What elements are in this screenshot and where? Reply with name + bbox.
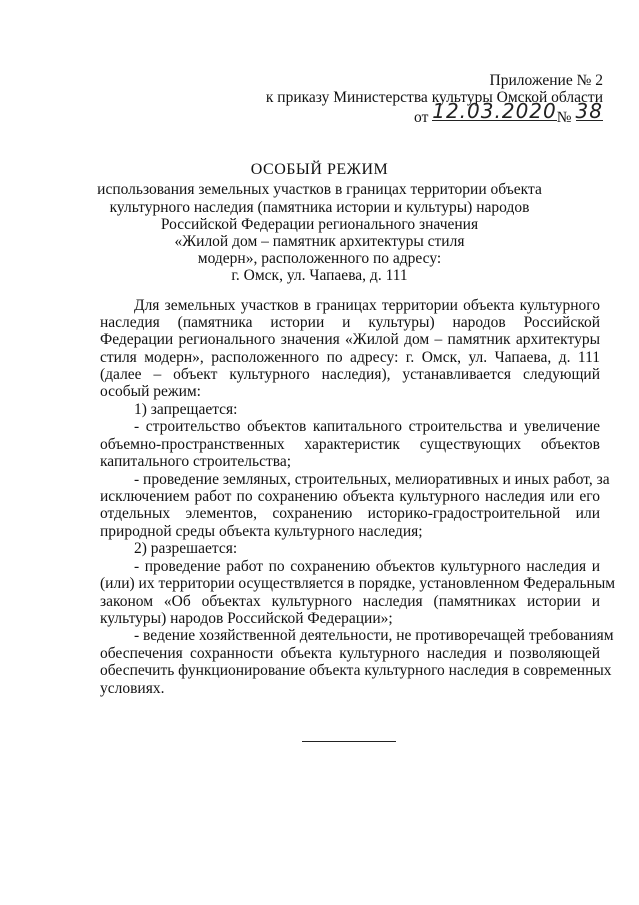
- title-line: модерн», расположенного по адресу:: [197, 250, 442, 267]
- title-line: использования земельных участков в границах территории объекта: [97, 181, 542, 198]
- body-line: обеспечения сохранности объекта культурного наследия и позволяющей: [100, 645, 600, 662]
- body-line: - проведение работ по сохранению объектов культурного наследия и: [134, 558, 600, 575]
- body-line: (или) их территории осуществляется в порядке, установленном Федеральным: [100, 575, 616, 592]
- list-heading-permitted: 2) разрешается:: [134, 540, 238, 557]
- title-line: г. Омск, ул. Чапаева, д. 111: [231, 267, 408, 284]
- handwritten-date: 12.03.2020: [432, 99, 557, 123]
- body-line: исключением работ по сохранению объекта культурного наследия или его: [100, 488, 600, 505]
- body-line: отдельных элементов, сохранению историко-градостроительной или: [100, 505, 600, 522]
- closing-rule: [302, 741, 396, 742]
- body-line: законом «Об объектах культурного наследия (памятниках истории и: [100, 593, 600, 610]
- body-line: наследия (памятника истории и культуры) народов Российской: [100, 314, 600, 331]
- number-sign: №: [556, 109, 572, 126]
- body-line: капитального строительства;: [100, 453, 292, 470]
- body-line: (далее – объект культурного наследия), устанавливается следующий: [100, 366, 600, 383]
- body-line: - строительство объектов капитального строительства и увеличение: [134, 418, 600, 435]
- body-line: особый режим:: [100, 383, 201, 400]
- appendix-title: Приложение № 2: [489, 72, 603, 89]
- body-line: культуры) народов Российской Федерации»;: [100, 610, 393, 627]
- order-reference: к приказу Министерства культуры Омской области: [265, 89, 603, 106]
- document-heading: ОСОБЫЙ РЕЖИМ: [250, 161, 389, 178]
- body-line: - ведение хозяйственной деятельности, не противоречащей требованиям: [134, 627, 614, 644]
- body-line: Федерации регионального значения «Жилой дом – памятник архитектуры: [100, 331, 600, 348]
- body-line: обеспечить функционирование объекта культурного наследия в современных: [100, 662, 612, 679]
- body-line: Для земельных участков в границах территории объекта культурного: [134, 297, 600, 314]
- title-line: «Жилой дом – памятник архитектуры стиля: [174, 233, 465, 250]
- body-line: условиях.: [100, 680, 165, 697]
- body-line: стиля модерн», расположенного по адресу: г. Омск, ул. Чапаева, д. 111: [100, 349, 600, 366]
- body-line: природной среды объекта культурного наследия;: [100, 523, 423, 540]
- handwritten-number: 38: [575, 99, 603, 123]
- title-line: Российской Федерации регионального значения: [160, 216, 479, 233]
- date-prefix: от: [414, 109, 429, 126]
- title-line: культурного наследия (памятника истории и культуры) народов: [109, 199, 530, 216]
- body-line: - проведение земляных, строительных, мелиоративных и иных работ, за: [134, 471, 610, 488]
- body-line: объемно-пространственных характеристик существующих объектов: [100, 436, 600, 453]
- list-heading-prohibited: 1) запрещается:: [134, 401, 238, 418]
- order-date-line: [414, 99, 603, 127]
